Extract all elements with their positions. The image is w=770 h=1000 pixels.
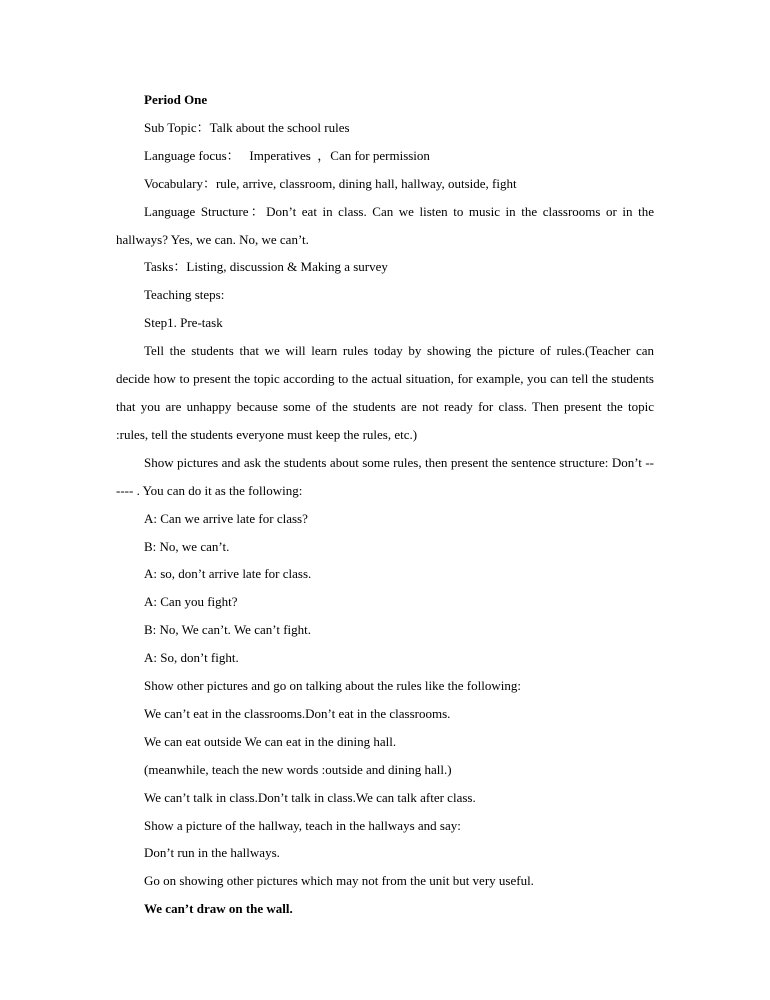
sub-topic: Sub Topic：Talk about the school rules: [144, 119, 350, 135]
document-body: [116, 86, 654, 923]
dialogue-line: A: Can we arrive late for class?: [144, 510, 308, 526]
dialogue-line: A: So, don’t fight.: [144, 650, 239, 666]
language-focus: Language focus： Imperatives ，Can for permission: [144, 147, 430, 163]
example-line: (meanwhile, teach the new words :outside and dining hall.): [144, 761, 452, 777]
example-line: We can’t eat in the classrooms.Don’t eat in the classrooms.: [144, 705, 451, 721]
vocabulary: Vocabulary：rule, arrive, classroom, dining hall, hallway, outside, fight: [144, 175, 517, 191]
final-bold-line: We can’t draw on the wall.: [144, 901, 293, 917]
dialogue-line: B: No, We can’t. We can’t fight.: [144, 622, 311, 638]
paragraph-tell-students: Tell the students that we will learn rules today by showing the picture of rules.(Teacher can decide how to present the topic according to the actual situation, for example, you can tell the students that you are unhappy because some of the students are not ready for class. Then present the topic :rules, tell the students everyone must keep the rules, etc.): [116, 343, 654, 442]
example-line: We can eat outside We can eat in the dining hall.: [144, 733, 397, 749]
dialogue-line: A: Can you fight?: [144, 594, 238, 610]
step1-heading: Step1. Pre-task: [144, 315, 223, 331]
dialogue-line: A: so, don’t arrive late for class.: [144, 566, 312, 582]
tasks: Tasks：Listing, discussion & Making a survey: [144, 259, 388, 275]
period-heading: Period One: [144, 92, 208, 107]
language-structure: Language Structure：Don’t eat in class. Can we listen to music in the classrooms or in the hallways? Yes, we can. No, we can’t.: [116, 203, 654, 247]
paragraph-show-pictures: Show pictures and ask the students about some rules, then present the sentence structure: Don’t ------ . You can do it as the following:: [116, 454, 654, 498]
example-line: Go on showing other pictures which may not from the unit but very useful.: [144, 873, 534, 889]
teaching-steps: Teaching steps:: [144, 287, 225, 303]
show-other-pictures: Show other pictures and go on talking about the rules like the following:: [144, 678, 521, 694]
dialogue-line: B: No, we can’t.: [144, 538, 230, 554]
example-line: We can’t talk in class.Don’t talk in class.We can talk after class.: [144, 789, 476, 805]
example-line: Show a picture of the hallway, teach in the hallways and say:: [144, 817, 461, 833]
example-line: Don’t run in the hallways.: [144, 845, 280, 861]
